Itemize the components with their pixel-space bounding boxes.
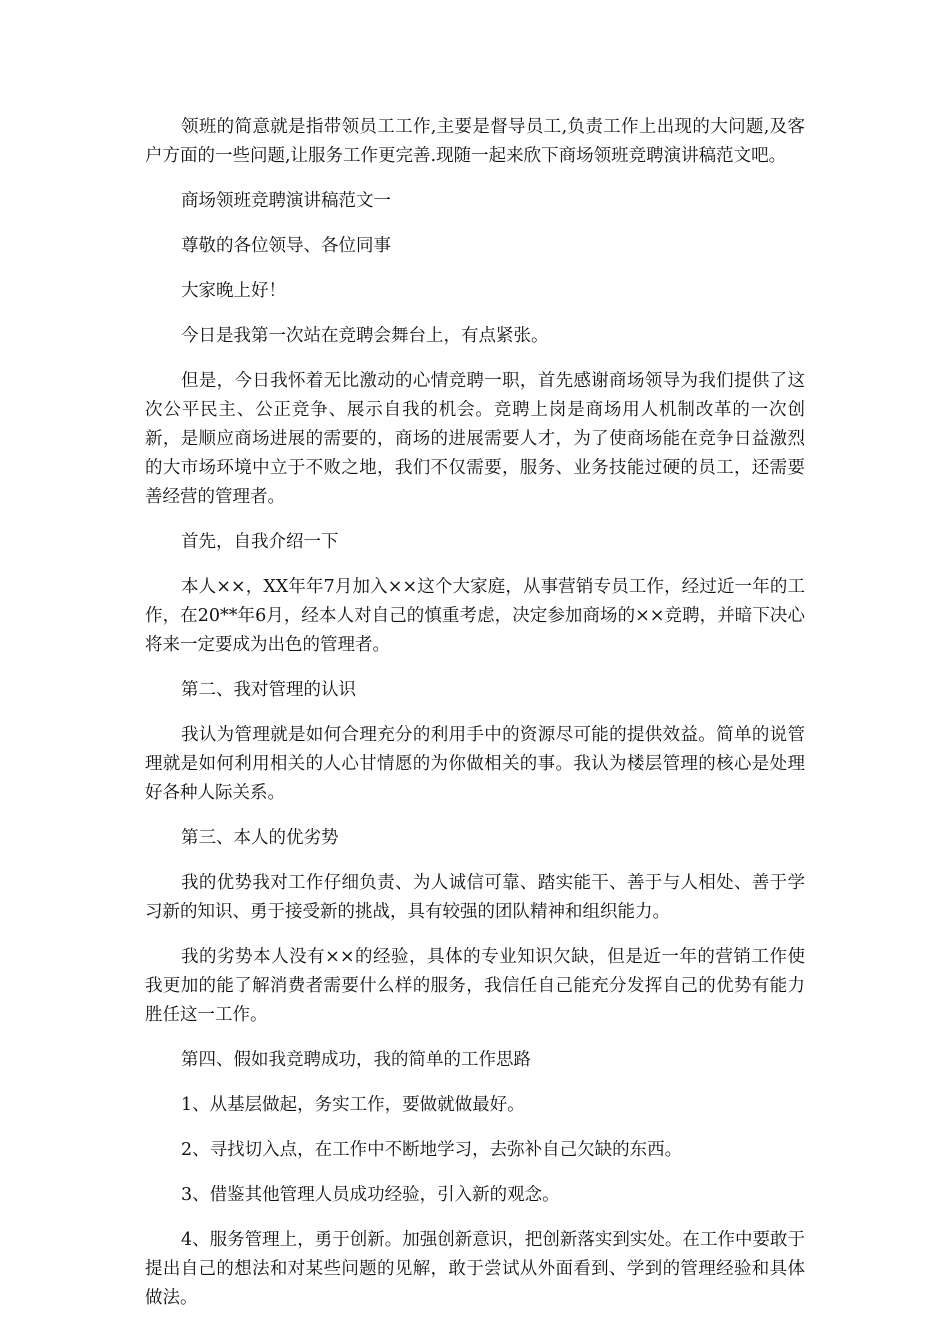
plan-item-2: 2、寻找切入点，在工作中不断地学习，去弥补自己欠缺的东西。 bbox=[181, 1140, 683, 1160]
opening-paragraph: 今日是我第一次站在竞聘会舞台上，有点紧张。 bbox=[181, 326, 549, 346]
greeting: 大家晚上好！ bbox=[181, 281, 286, 301]
section-heading-plan: 第四、假如我竞聘成功，我的简单的工作思路 bbox=[181, 1050, 531, 1070]
plan-item-4: 4、服务管理上，勇于创新。加强创新意识，把创新落实到实处。在工作中要敢于提出自己的想法和对某些问题的见解，敢于尝试从外面看到、学到的管理经验和具体做法。 bbox=[145, 1230, 805, 1308]
gratitude-paragraph: 但是，今日我怀着无比激动的心情竞聘一职，首先感谢商场领导为我们提供了这次公平民主、公正竞争、展示自我的机会。竞聘上岗是商场用人机制改革的一次创新，是顺应商场进展的需要的，商场的进展需要人才，为了使商场能在竞争日益激烈的大市场环境中立于不败之地，我们不仅需要，服务、业务技能过硬的员工，还需要善经营的管理者。 bbox=[145, 371, 805, 507]
section-heading-management: 第二、我对管理的认识 bbox=[181, 680, 356, 700]
section-heading-strengths: 第三、本人的优劣势 bbox=[181, 828, 339, 848]
section-heading-intro: 首先，自我介绍一下 bbox=[181, 532, 339, 552]
self-intro-paragraph: 本人××，XX年年7月加入××这个大家庭，从事营销专员工作，经过近一年的工作，在20**年6月，经本人对自己的慎重考虑，决定参加商场的××竞聘，并暗下决心将来一定要成为出色的管理者。 bbox=[145, 577, 805, 655]
document-body bbox=[145, 113, 805, 1329]
management-paragraph: 我认为管理就是如何合理充分的利用手中的资源尽可能的提供效益。简单的说管理就是如何利用相关的人心甘情愿的为你做相关的事。我认为楼层管理的核心是处理好各种人际关系。 bbox=[145, 725, 805, 803]
strengths-paragraph: 我的优势我对工作仔细负责、为人诚信可靠、踏实能干、善于与人相处、善于学习新的知识、勇于接受新的挑战，具有较强的团队精神和组织能力。 bbox=[145, 873, 805, 922]
salutation: 尊敬的各位领导、各位同事 bbox=[181, 236, 391, 256]
plan-item-1: 1、从基层做起，务实工作，要做就做最好。 bbox=[181, 1095, 525, 1115]
intro-paragraph: 领班的简意就是指带领员工工作,主要是督导员工,负责工作上出现的大问题,及客户方面的一些问题,让服务工作更完善.现随一起来欣下商场领班竞聘演讲稿范文吧。 bbox=[145, 117, 805, 166]
weaknesses-paragraph: 我的劣势本人没有××的经验，具体的专业知识欠缺，但是近一年的营销工作使我更加的能了解消费者需要什么样的服务，我信任自己能充分发挥自己的优势有能力胜任这一工作。 bbox=[145, 947, 805, 1025]
article-title: 商场领班竞聘演讲稿范文一 bbox=[181, 191, 391, 211]
plan-item-3: 3、借鉴其他管理人员成功经验，引入新的观念。 bbox=[181, 1185, 560, 1205]
